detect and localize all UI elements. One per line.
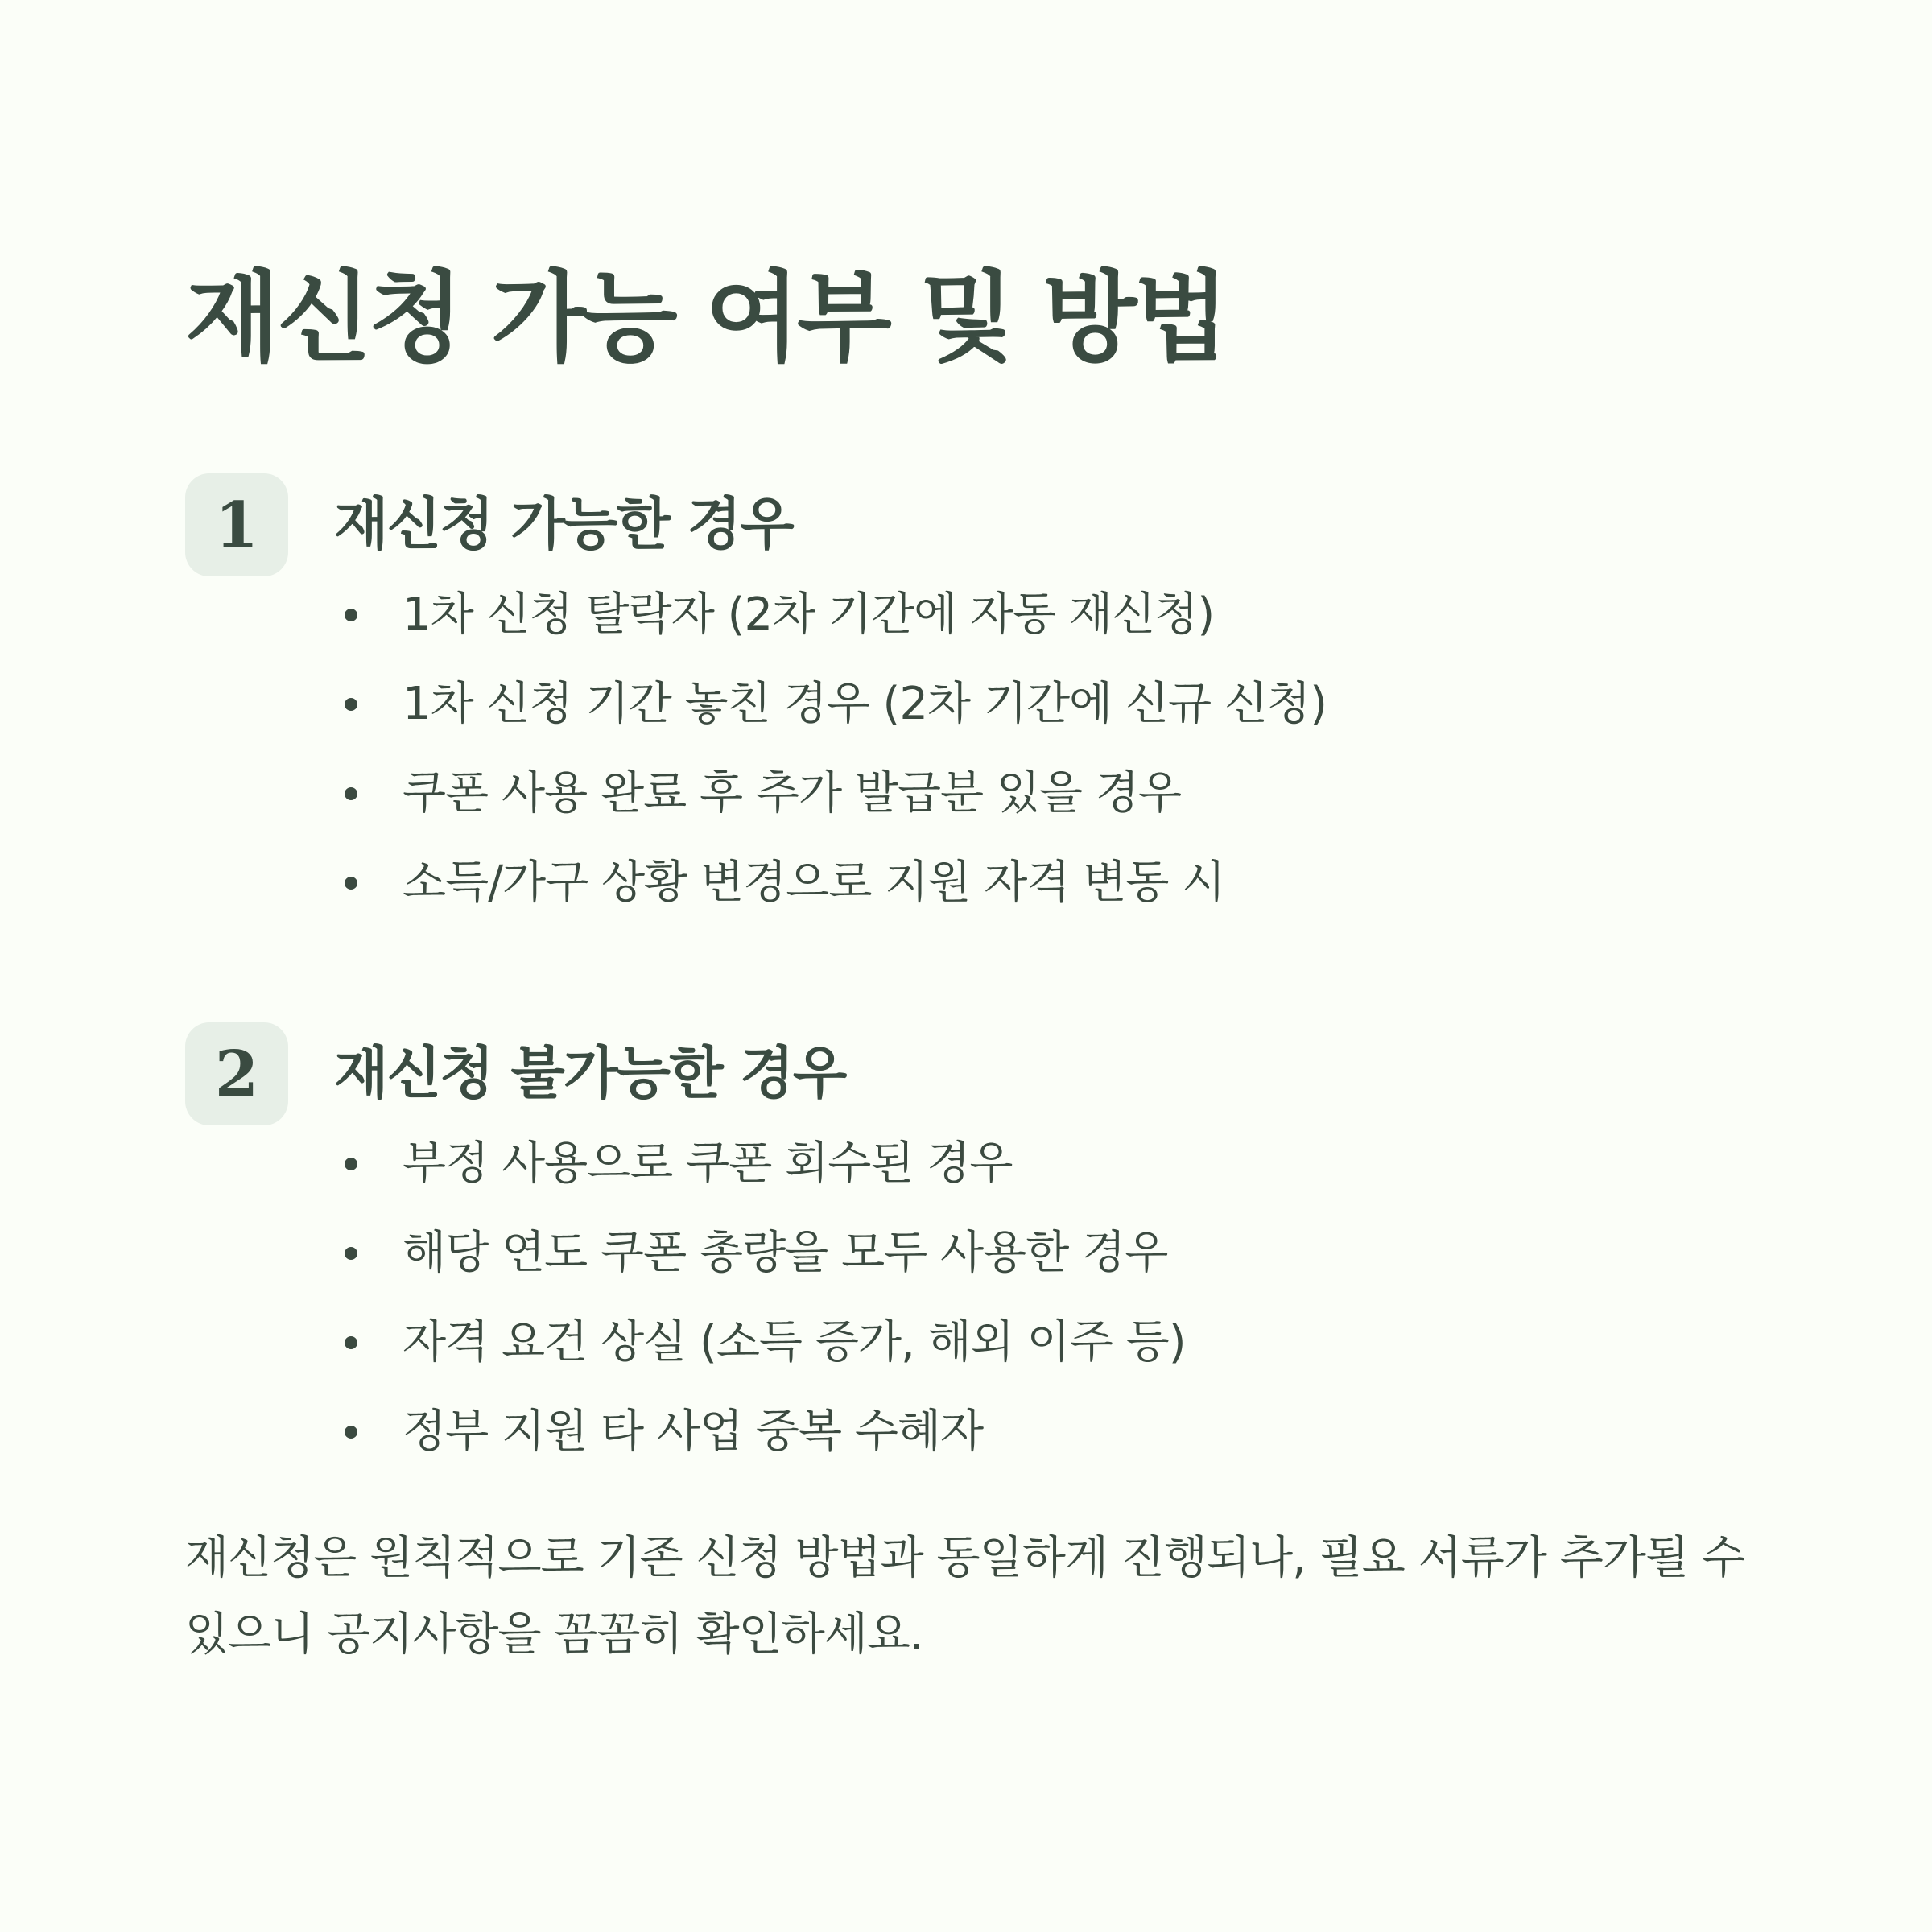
list-item bbox=[402, 838, 1327, 927]
list-item-text: 해당 연도 쿠폰 총량을 모두 사용한 경우 bbox=[402, 1227, 1168, 1279]
bullet-list bbox=[402, 1119, 1186, 1476]
list-item bbox=[402, 1119, 1186, 1208]
list-item-text: 부정 사용으로 쿠폰 회수된 경우 bbox=[402, 1137, 1013, 1190]
bullet-dot-icon bbox=[345, 1336, 357, 1349]
bullet-dot-icon bbox=[345, 698, 357, 711]
list-item-text: 정부 지원 타 사업 중복 수혜자 bbox=[402, 1406, 984, 1458]
bullet-dot-icon bbox=[345, 609, 357, 621]
section-number-badge: 1 bbox=[185, 473, 288, 576]
bullet-dot-icon bbox=[345, 1158, 357, 1170]
page-title: 재신청 가능 여부 및 방법 bbox=[185, 261, 1226, 375]
bullet-dot-icon bbox=[345, 1247, 357, 1260]
bullet-list bbox=[402, 570, 1327, 927]
footer-note: 재신청은 원칙적으로 기존 신청 방법과 동일하게 진행되나, 필요 서류가 추가될 수 있으니 공지사항을 꼼꼼히 확인하세요. bbox=[185, 1532, 1744, 1661]
section-heading: 재신청 가능한 경우 bbox=[334, 491, 793, 557]
bullet-dot-icon bbox=[345, 877, 357, 890]
list-item-text: 쿠폰 사용 완료 후 추가 발급분 있을 경우 bbox=[402, 767, 1182, 819]
list-item bbox=[402, 1387, 1186, 1476]
list-item bbox=[402, 749, 1327, 838]
bullet-dot-icon bbox=[345, 787, 357, 800]
list-item bbox=[402, 1298, 1186, 1387]
section-heading: 재신청 불가능한 경우 bbox=[334, 1040, 846, 1106]
list-item bbox=[402, 1208, 1186, 1298]
bullet-dot-icon bbox=[345, 1426, 357, 1439]
list-item bbox=[402, 570, 1327, 659]
list-item-text: 소득/가구 상황 변경으로 지원 자격 변동 시 bbox=[402, 857, 1225, 909]
list-item-text: 1차 신청 기간 놓친 경우 (2차 기간에 신규 신청) bbox=[402, 678, 1327, 730]
list-item bbox=[402, 659, 1327, 749]
list-item-text: 자격 요건 상실 (소득 증가, 해외 이주 등) bbox=[402, 1316, 1186, 1368]
section-number-badge: 2 bbox=[185, 1022, 288, 1125]
list-item-text: 1차 신청 탈락자 (2차 기간에 자동 재신청) bbox=[402, 588, 1215, 641]
